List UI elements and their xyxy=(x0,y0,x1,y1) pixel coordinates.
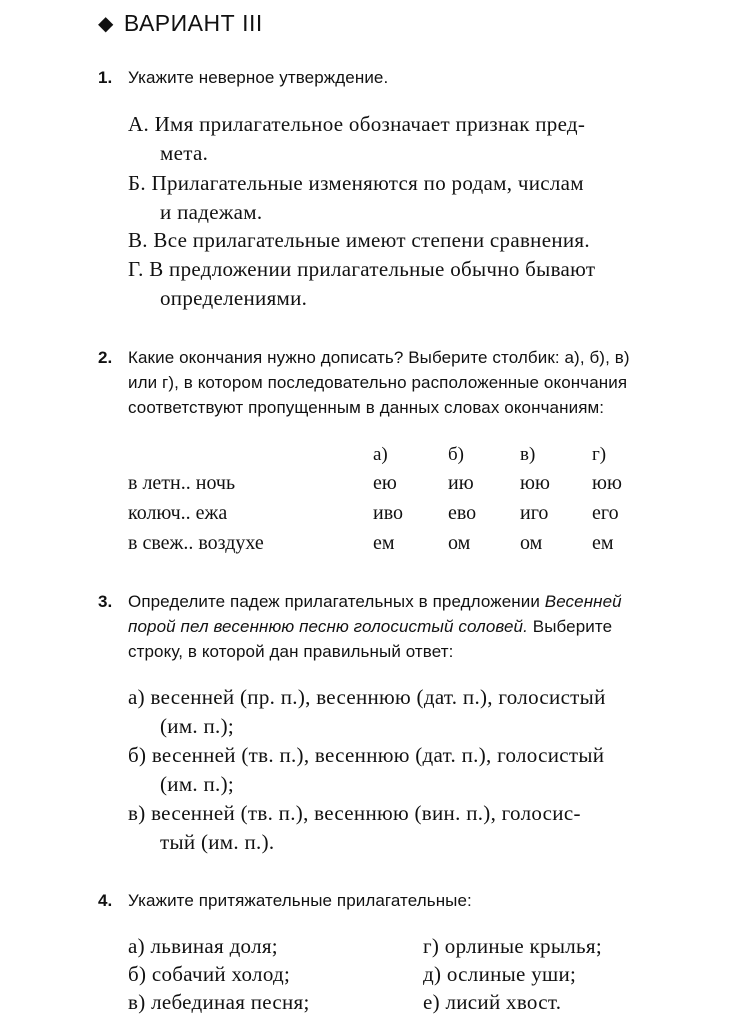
q3-option-c xyxy=(128,801,581,826)
option-letter: д) xyxy=(423,962,442,986)
q4-option-d xyxy=(423,934,602,959)
question-2-text-line-2: или г), в котором последовательно расположенные окончания xyxy=(128,373,628,392)
q4-option-e xyxy=(423,962,576,987)
option-text: весенней (тв. п.), весеннюю (вин. п.), голосис- xyxy=(151,801,581,825)
option-letter: в) xyxy=(128,801,146,825)
q1-option-a xyxy=(128,112,585,137)
q2-cell: его xyxy=(592,502,619,524)
q3-option-a-continued: (им. п.); xyxy=(160,714,235,738)
q2-cell: иво xyxy=(373,502,404,524)
q2-column-header-a: а) xyxy=(373,444,388,465)
q2-cell: юю xyxy=(520,472,550,494)
q2-cell: ею xyxy=(373,472,397,494)
option-text: весенней (тв. п.), весеннюю (дат. п.), голосистый xyxy=(151,743,605,767)
question-3-text-line-3: строку, в которой дан правильный ответ: xyxy=(128,642,454,661)
q2-column-header-d: г) xyxy=(592,444,607,465)
q2-cell: ом xyxy=(448,532,471,554)
q2-row-word: колюч.. ежа xyxy=(128,502,228,524)
q3-line1-italic: Весенней xyxy=(544,592,622,611)
option-text: В предложении прилагательные обычно бывают xyxy=(149,257,596,281)
option-text: Имя прилагательное обозначает признак пред- xyxy=(154,112,586,136)
question-1-number: 1. xyxy=(98,68,113,87)
option-letter: е) xyxy=(423,990,440,1014)
question-2-text-line-1: Какие окончания нужно дописать? Выберите столбик: а), б), в) xyxy=(128,348,630,367)
question-2-text-line-3: соответствуют пропущенным в данных словах окончаниям: xyxy=(128,398,605,417)
option-letter: А. xyxy=(128,112,150,136)
question-1-text: Укажите неверное утверждение. xyxy=(128,68,389,87)
option-letter: г) xyxy=(423,934,440,958)
q4-option-b xyxy=(128,962,290,987)
q3-option-b xyxy=(128,743,604,768)
q2-row-word: в летн.. ночь xyxy=(128,472,236,494)
option-text: собачий холод; xyxy=(151,962,291,986)
q2-cell: ем xyxy=(592,532,614,554)
option-text: весенней (пр. п.), весеннюю (дат. п.), голосистый xyxy=(150,685,606,709)
option-text: ослиные уши; xyxy=(446,962,577,986)
q2-column-header-b: б) xyxy=(448,444,464,465)
q2-cell: ом xyxy=(520,532,543,554)
q4-option-c xyxy=(128,990,310,1015)
q1-option-d-continued: определениями. xyxy=(160,286,308,310)
q4-option-a xyxy=(128,934,278,959)
variant-heading xyxy=(98,10,263,37)
q1-option-b-continued: и падежам. xyxy=(160,200,263,224)
diamond-bullet-icon: ◆ xyxy=(98,13,114,35)
option-letter: В. xyxy=(128,228,148,252)
option-letter: Б. xyxy=(128,171,146,195)
option-text: львиная доля; xyxy=(150,934,278,958)
option-text: орлиные крылья; xyxy=(444,934,603,958)
q2-column-header-c: в) xyxy=(520,444,536,465)
q2-cell: иго xyxy=(520,502,549,524)
q3-option-c-continued: тый (им. п.). xyxy=(160,830,275,854)
q3-option-a xyxy=(128,685,606,710)
option-letter: а) xyxy=(128,685,145,709)
q3-option-b-continued: (им. п.); xyxy=(160,772,235,796)
question-3-text-line-1 xyxy=(128,592,622,612)
question-2-number: 2. xyxy=(98,348,113,367)
variant-title: ВАРИАНТ III xyxy=(123,10,263,36)
option-text: Прилагательные изменяются по родам, числам xyxy=(151,171,584,195)
q3-line1-normal: Определите падеж прилагательных в предложении xyxy=(128,592,545,611)
option-text: лебединая песня; xyxy=(151,990,310,1014)
q1-option-c xyxy=(128,228,590,253)
q1-option-a-continued: мета. xyxy=(160,141,209,165)
q2-cell: ем xyxy=(373,532,395,554)
option-letter: а) xyxy=(128,934,145,958)
q1-option-d xyxy=(128,257,595,282)
question-3-text-line-2 xyxy=(128,617,612,637)
q2-row-word: в свеж.. воздухе xyxy=(128,532,264,554)
q1-option-b xyxy=(128,171,584,196)
q2-cell: ево xyxy=(448,502,477,524)
q3-line2-normal: Выберите xyxy=(527,617,613,636)
q4-option-f xyxy=(423,990,561,1015)
q3-line2-italic: порой пел весеннюю песню голосистый соловей. xyxy=(128,617,528,636)
option-letter: Г. xyxy=(128,257,144,281)
option-letter: в) xyxy=(128,990,146,1014)
question-3-number: 3. xyxy=(98,592,113,611)
question-4-number: 4. xyxy=(98,891,113,910)
option-text: лисий хвост. xyxy=(445,990,562,1014)
option-letter: б) xyxy=(128,743,147,767)
option-text: Все прилагательные имеют степени сравнения. xyxy=(153,228,590,252)
q2-cell: ию xyxy=(448,472,474,494)
question-4-text: Укажите притяжательные прилагательные: xyxy=(128,891,472,910)
option-letter: б) xyxy=(128,962,147,986)
q2-cell: юю xyxy=(592,472,622,494)
